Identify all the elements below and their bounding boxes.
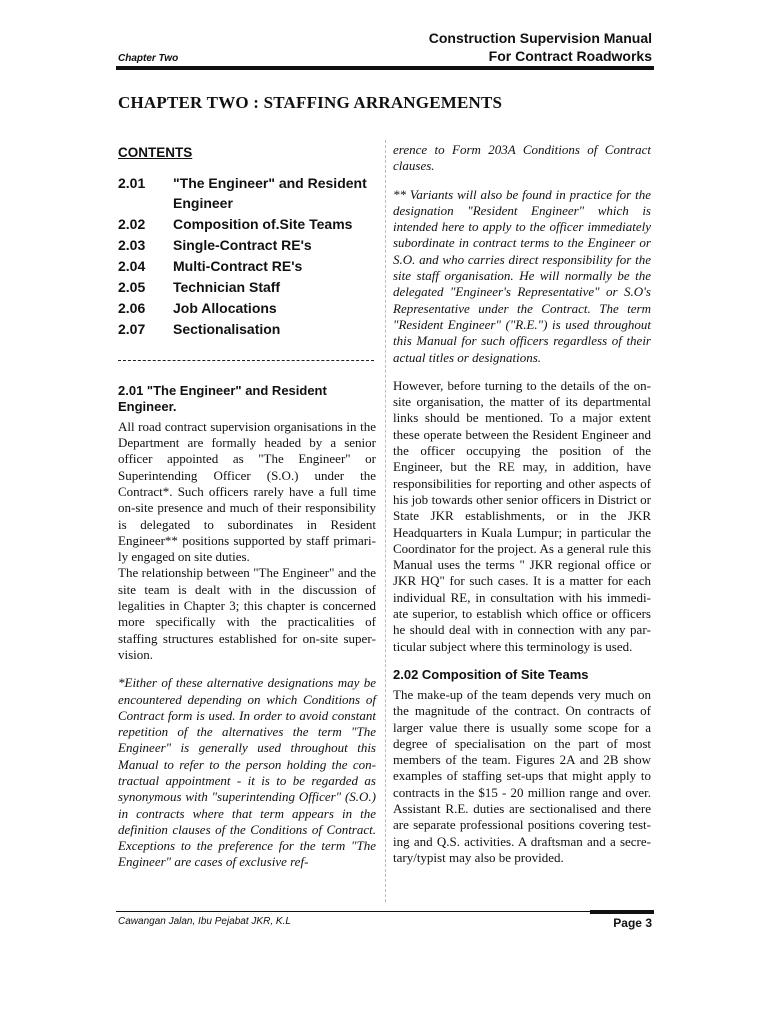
right-column <box>393 142 651 866</box>
contents-item-number: 2.07 <box>118 321 146 338</box>
footnote-2: ** Variants will also be found in practice for the designation "Resident Engineer" which is intended here to apply to the officer immediately subordinate in contract terms to the Engineer or S.O. and who carries direct responsibility for the site staff organisation. He will normally be the delegated "Engineer's Representative" or S.O's Representative under the Contract. The term "Resident Engineer" ("R.E.") is used throughout this Manual for such officers regardless of their actual titles or designations. <box>393 186 651 365</box>
chapter-heading: CHAPTER TWO : STAFFING ARRANGEMENTS <box>118 93 503 112</box>
contents-item-title: Single-Contract RE's <box>173 236 312 253</box>
contents-item-number: 2.06 <box>118 300 146 317</box>
section-2-01-paragraph-1: All road contract supervision organisations in the Department are formally headed by a senior officer appointed as "The Engineer" or Superintending Officer (S.O.) under the Contract*. Such officers rarely have a full time on-site presence and much of their responsibility is delegated to subordinates in Resident Engineer** positions supported by staff primarily engaged on site duties. <box>118 418 376 565</box>
section-2-01-paragraph-3: However, before turning to the details of the on-site organisation, the matter of its departmental links should be mentioned. To a major extent these operate between the Resident Engineer and the officer occupying the position of the Engineer, but the RE may, in addition, have responsibilities for reporting and other aspects of his job towards other senior officers in District or State JKR establishments, or in the JKR Headquarters in Kuala Lumpur; in particular the Coordinator for the project. As a general rule this Manual uses the terms " JKR regional office or JKR HQ" for such cases. It is a matter for each individual RE, in consultation with his immediate superior, to establish which office or officers he should deal with in connection with any particular subject where this terminology is used. <box>393 377 651 654</box>
column-divider <box>385 140 386 902</box>
contents-item-title: Composition of.Site Teams <box>173 215 353 232</box>
contents-heading: CONTENTS <box>118 145 193 160</box>
contents-item-number: 2.02 <box>118 215 146 232</box>
contents-list <box>118 174 376 340</box>
section-heading-2-02: 2.02 Composition of Site Teams <box>393 666 589 682</box>
footnote-1: *Either of these alternative designations may be encountered depending on which Conditions of Contract form is used. In order to avoid constant repetition of the alternatives the term "The Engineer" is generally used throughout this Manual to refer to the person holding the contractual appointment - it is to be regarded as synonymous with "superintending Officer" (S.O.) in contracts where that term appears in the definition clauses of the Conditions of Contract. Exceptions to the preference for the term "The Engineer" are cases of exclusive ref- <box>118 675 376 870</box>
footer-rule-accent <box>590 910 654 914</box>
footer-rule <box>116 911 654 912</box>
page-number: Page 3 <box>613 916 652 930</box>
contents-item <box>118 236 376 256</box>
manual-title-line1: Construction Supervision Manual <box>428 30 652 46</box>
section-2-02-paragraph-1: The make-up of the team depends very much on the magnitude of the contract. On contracts of larger value there is usually some scope for a degree of specialisation on the part of most members of the team. Figures 2A and 2B show examples of staffing set-ups that might apply to contracts in the $15 - 20 million range and over. Assistant R.E. duties are sectionalised and there are separate professional positions covering testing and Q.S. activities. A draftsman and a secretary/typist may also be provided. <box>393 686 651 865</box>
left-column <box>118 145 376 871</box>
footnote-1-continued: erence to Form 203A Conditions of Contract clauses. <box>393 142 651 174</box>
contents-item-number: 2.01 <box>118 175 146 191</box>
contents-item <box>118 320 376 340</box>
section-heading-2-01: 2.01 "The Engineer" and Resident Engineer. <box>118 382 327 414</box>
contents-item-number: 2.03 <box>118 236 146 253</box>
contents-item-title: Job Allocations <box>173 300 277 317</box>
contents-item-number: 2.05 <box>118 278 146 295</box>
contents-item-title: Technician Staff <box>173 278 281 295</box>
contents-item-title: Multi-Contract RE's <box>173 257 303 274</box>
contents-item <box>118 174 376 213</box>
contents-item-title: "The Engineer" and Resident Engineer <box>173 175 367 211</box>
contents-item-title: Sectionalisation <box>173 321 281 338</box>
manual-title-line2: For Contract Roadworks <box>488 48 652 64</box>
contents-item <box>118 257 376 277</box>
header-rule <box>116 66 654 70</box>
contents-item <box>118 299 376 319</box>
chapter-label: Chapter Two <box>118 53 179 64</box>
contents-item <box>118 215 376 235</box>
contents-item <box>118 278 376 298</box>
section-2-01-paragraph-2: The relationship between "The Engineer" and the site team is dealt with in the discussion of legalities in Chapter 3; this chapter is concerned more specifically with the practicalities of staffing structures established for on-site supervision. <box>118 565 376 662</box>
footer-department: Cawangan Jalan, Ibu Pejabat JKR, K.L <box>118 916 291 927</box>
contents-item-number: 2.04 <box>118 257 146 274</box>
manual-title <box>352 29 652 65</box>
